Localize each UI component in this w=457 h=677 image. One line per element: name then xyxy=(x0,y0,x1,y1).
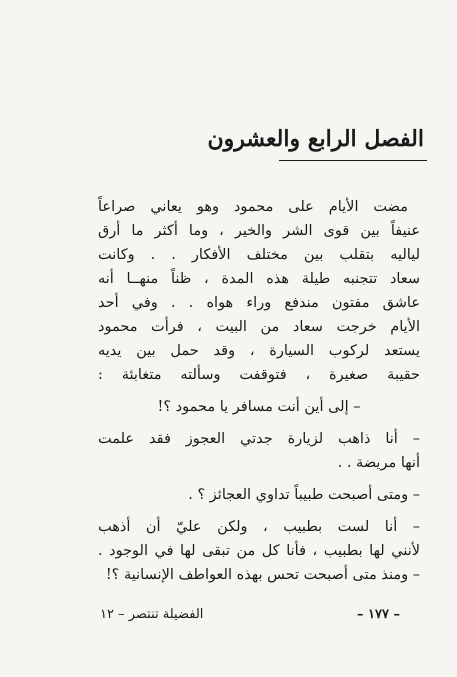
dialogue-line: – أنا ذاهب لزيارة جدتي العجوز فقد علمت xyxy=(98,431,420,447)
text-line: لياليه بتقلب بين مختلف الأفكار . . وكانت xyxy=(98,247,420,263)
text-line: أنها مريضة . . xyxy=(337,455,420,471)
page-number: – ١٧٧ – xyxy=(356,607,400,622)
dialogue-line: – إلى أين أنت مسافر يا محمود ؟! xyxy=(157,399,361,415)
body-text xyxy=(98,195,420,587)
text-line: عاشق مفتون مندفع وراء هواه . . وفي أحد xyxy=(98,295,420,311)
chapter-title: الفصل الرابع والعشرون xyxy=(207,126,424,152)
text-line: حقيبة صغيرة ، فتوقفت وسألته متغابئة : xyxy=(98,367,420,383)
text-line: مضت الأيام على محمود وهو يعاني صراعاً xyxy=(98,199,408,215)
text-line: لأنني لها بطبيب ، فأنا كل من تبقى لها في الوجود . xyxy=(98,543,420,559)
text-line: يستعد لركوب السيارة ، وقد حمل بين يديه xyxy=(98,343,420,359)
page-footer xyxy=(100,604,400,626)
text-line: الأيام خرجت سعاد من البيت ، فرأت محمود xyxy=(98,319,420,335)
text-line: عنيفاً بين قوى الشر والخير ، وما أكثر ما أرق xyxy=(98,223,420,239)
dialogue-line: – ومنذ متى أصبحت تحس بهذه العواطف الإنسانية ؟! xyxy=(105,567,420,583)
dialogue-line: – أنا لست بطبيب ، ولكن عليّ أن أذهب xyxy=(98,519,420,535)
running-footer: الفضيلة تنتصر – ١٢ xyxy=(100,607,204,622)
dialogue-line: – ومتى أصبحت طبيباً تداوي العجائز ؟ . xyxy=(188,487,420,503)
text-line: سعاد تتجنبه طيلة هذه المدة ، ظناً منهــا أنه xyxy=(98,271,420,287)
title-underline xyxy=(279,160,427,161)
